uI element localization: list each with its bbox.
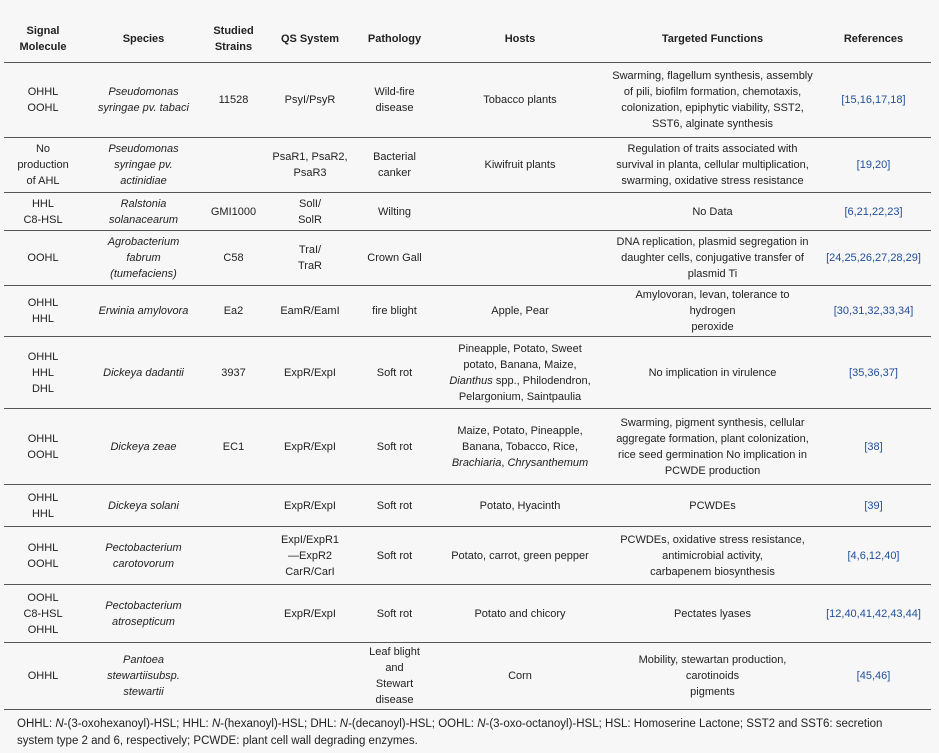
pathology-cell: Bacterial canker (358, 138, 431, 193)
hosts-cell: Apple, Pear (431, 286, 609, 337)
footnote-italic-text: N (477, 718, 486, 730)
references-cell[interactable]: [39] (816, 485, 931, 527)
table-footnote (17, 716, 917, 750)
table-body (4, 63, 931, 710)
strains-cell (205, 643, 262, 710)
qs-system-cell: SolI/ SolR (262, 193, 358, 231)
strains-cell: C58 (205, 231, 262, 286)
hosts-cell: Pineapple, Potato, Sweet potato, Banana, Maize, Dianthus spp., Philodendron, Pelargonium, Saintpaulia (431, 337, 609, 409)
table-row (4, 485, 931, 527)
species-cell: Pectobacterium atrosepticum (82, 585, 205, 643)
functions-cell: Mobility, stewartan production, carotinoids pigments (609, 643, 816, 710)
hosts-cell: Maize, Potato, Pineapple, Banana, Tobacco, Rice, Brachiaria, Chrysanthemum (431, 409, 609, 485)
pathology-cell: Soft rot (358, 337, 431, 409)
functions-cell: PCWDEs, oxidative stress resistance, antimicrobial activity, carbapenem biosynthesis (609, 527, 816, 585)
table-row (4, 231, 931, 286)
functions-cell: No implication in virulence (609, 337, 816, 409)
species-cell: Dickeya zeae (82, 409, 205, 485)
strains-cell: Ea2 (205, 286, 262, 337)
signal-cell: OOHL C8-HSL OHHL (4, 585, 82, 643)
pathology-cell: Wild-fire disease (358, 63, 431, 138)
functions-cell: Amylovoran, levan, tolerance to hydrogen peroxide (609, 286, 816, 337)
signal-cell: OHHL OOHL (4, 63, 82, 138)
col-header-hosts: Hosts (431, 16, 609, 63)
references-cell[interactable]: [35,36,37] (816, 337, 931, 409)
table-row (4, 643, 931, 710)
pathology-cell: Wilting (358, 193, 431, 231)
table-row (4, 193, 931, 231)
references-cell[interactable]: [24,25,26,27,28,29] (816, 231, 931, 286)
qs-system-cell: PsaR1, PsaR2, PsaR3 (262, 138, 358, 193)
references-cell[interactable]: [12,40,41,42,43,44] (816, 585, 931, 643)
references-cell[interactable]: [38] (816, 409, 931, 485)
references-cell[interactable]: [19,20] (816, 138, 931, 193)
footnote-text: -(decanoyl)-HSL; OOHL: (348, 718, 478, 730)
table-row (4, 63, 931, 138)
qs-system-cell: ExpR/ExpI (262, 337, 358, 409)
footnote-text: -(3-oxohexanoyl)-HSL; HHL: (63, 718, 212, 730)
col-header-qs: QS System (262, 16, 358, 63)
col-header-references: References (816, 16, 931, 63)
signal-cell: OOHL (4, 231, 82, 286)
footnote-italic-text: N (55, 718, 64, 730)
hosts-cell: Tobacco plants (431, 63, 609, 138)
table-row (4, 138, 931, 193)
hosts-cell: Potato, Hyacinth (431, 485, 609, 527)
hosts-cell: Kiwifruit plants (431, 138, 609, 193)
pathology-cell: Soft rot (358, 485, 431, 527)
col-header-signal: Signal Molecule (4, 16, 82, 63)
signal-cell: OHHL (4, 643, 82, 710)
qs-system-cell: ExpR/ExpI (262, 585, 358, 643)
col-header-species: Species (82, 16, 205, 63)
species-cell: Dickeya dadantii (82, 337, 205, 409)
table-row (4, 585, 931, 643)
footnote-text: -(hexanoyl)-HSL; DHL: (220, 718, 340, 730)
signal-cell: HHL C8-HSL (4, 193, 82, 231)
table-row (4, 527, 931, 585)
signal-cell: No production of AHL (4, 138, 82, 193)
strains-cell (205, 485, 262, 527)
functions-cell: Regulation of traits associated with survival in planta, cellular multiplication, swarming, oxidative stress resistance (609, 138, 816, 193)
strains-cell (205, 138, 262, 193)
functions-cell: Swarming, pigment synthesis, cellular aggregate formation, plant colonization, rice seed germination No implication in PCWDE production (609, 409, 816, 485)
pathology-cell: fire blight (358, 286, 431, 337)
pathology-cell: Leaf blight and Stewart disease (358, 643, 431, 710)
functions-cell: No Data (609, 193, 816, 231)
qs-system-cell: ExpR/ExpI (262, 409, 358, 485)
qs-system-cell: PsyI/PsyR (262, 63, 358, 138)
strains-cell: 11528 (205, 63, 262, 138)
footnote-italic-text: N (339, 718, 349, 730)
species-cell: Pseudomonas syringae pv. tabaci (82, 63, 205, 138)
references-cell[interactable]: [30,31,32,33,34] (816, 286, 931, 337)
strains-cell: GMI1000 (205, 193, 262, 231)
species-cell: Erwinia amylovora (82, 286, 205, 337)
species-cell: Ralstonia solanacearum (82, 193, 205, 231)
signal-cell: OHHL HHL (4, 286, 82, 337)
footnote-text: OHHL: (17, 718, 56, 730)
species-cell: Pseudomonas syringae pv. actinidiae (82, 138, 205, 193)
species-cell: Dickeya solani (82, 485, 205, 527)
species-cell: Pectobacterium carotovorum (82, 527, 205, 585)
species-cell: Agrobacterium fabrum (tumefaciens) (82, 231, 205, 286)
qs-system-cell (262, 643, 358, 710)
header-row (4, 16, 931, 63)
qs-system-cell: TraI/ TraR (262, 231, 358, 286)
footnote-italic-text: N (211, 718, 221, 730)
references-cell[interactable]: [4,6,12,40] (816, 527, 931, 585)
species-cell: Pantoea stewartiisubsp. stewartii (82, 643, 205, 710)
strains-cell: 3937 (205, 337, 262, 409)
functions-cell: Pectates lyases (609, 585, 816, 643)
qs-system-cell: ExpI/ExpR1 —ExpR2 CarR/CarI (262, 527, 358, 585)
signal-cell: OHHL HHL DHL (4, 337, 82, 409)
references-cell[interactable]: [6,21,22,23] (816, 193, 931, 231)
qs-system-cell: EamR/EamI (262, 286, 358, 337)
pathology-cell: Soft rot (358, 409, 431, 485)
hosts-cell (431, 193, 609, 231)
col-header-strains: Studied Strains (205, 16, 262, 63)
qs-system-cell: ExpR/ExpI (262, 485, 358, 527)
qs-table (4, 16, 931, 710)
strains-cell (205, 585, 262, 643)
pathology-cell: Soft rot (358, 527, 431, 585)
references-cell[interactable]: [45,46] (816, 643, 931, 710)
hosts-cell (431, 231, 609, 286)
signal-cell: OHHL OOHL (4, 409, 82, 485)
functions-cell: DNA replication, plasmid segregation in daughter cells, conjugative transfer of plasmid Ti (609, 231, 816, 286)
pathology-cell: Crown Gall (358, 231, 431, 286)
table-row (4, 409, 931, 485)
table-row (4, 337, 931, 409)
col-header-pathology: Pathology (358, 16, 431, 63)
hosts-cell: Corn (431, 643, 609, 710)
table-row (4, 286, 931, 337)
hosts-cell: Potato and chicory (431, 585, 609, 643)
references-cell[interactable]: [15,16,17,18] (816, 63, 931, 138)
signal-cell: OHHL HHL (4, 485, 82, 527)
footnote-text: -(3-oxo-octanoyl)-HSL; HSL: Homoserine Lactone; SST2 and SST6: secretion system type 2 and 6, respectively; PCWDE: plant cell wall degrading enzymes. (17, 718, 883, 747)
pathology-cell: Soft rot (358, 585, 431, 643)
functions-cell: Swarming, flagellum synthesis, assembly of pili, biofilm formation, chemotaxis, colonization, epiphytic viability, SST2, SST6, alginate synthesis (609, 63, 816, 138)
strains-cell (205, 527, 262, 585)
col-header-functions: Targeted Functions (609, 16, 816, 63)
hosts-cell: Potato, carrot, green pepper (431, 527, 609, 585)
functions-cell: PCWDEs (609, 485, 816, 527)
signal-cell: OHHL OOHL (4, 527, 82, 585)
strains-cell: EC1 (205, 409, 262, 485)
